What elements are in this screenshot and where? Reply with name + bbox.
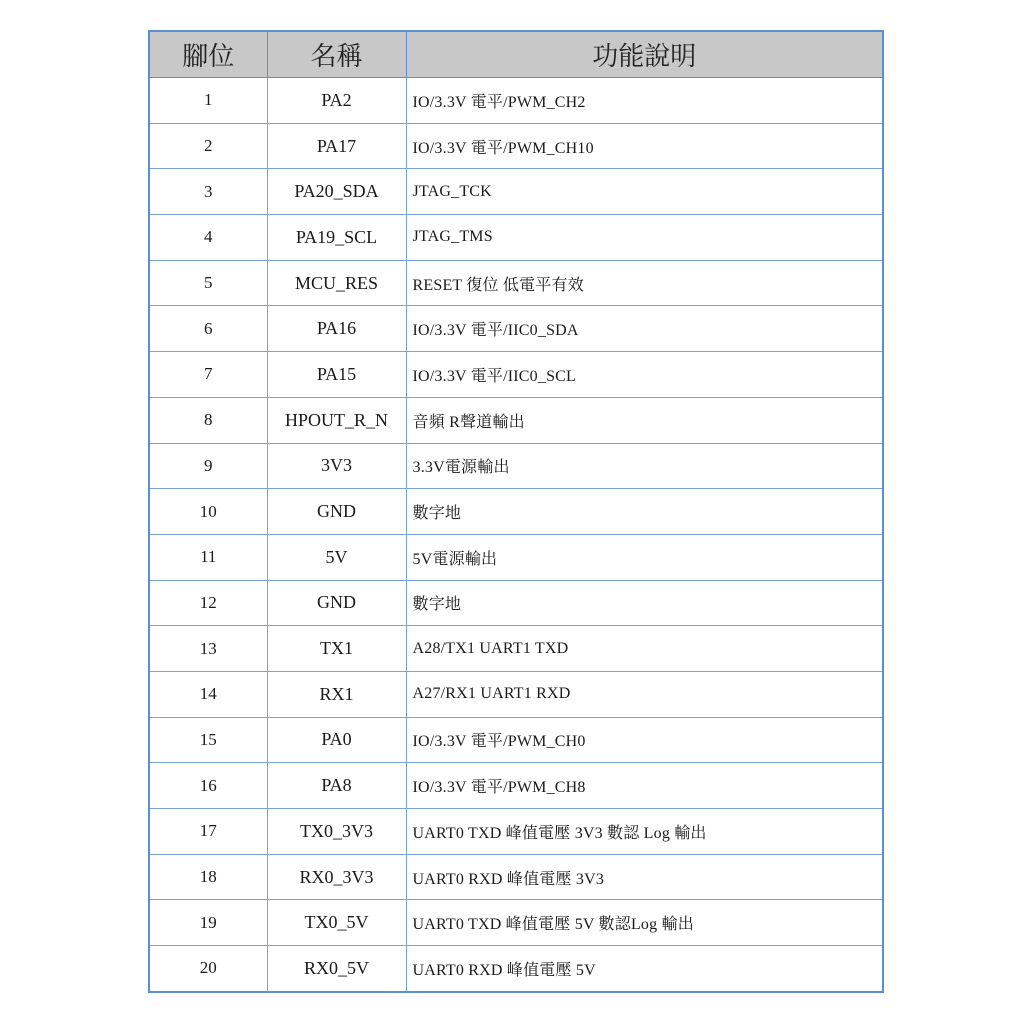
- pin-description: 數字地: [406, 489, 883, 535]
- pin-number: 14: [149, 671, 267, 717]
- pin-number: 18: [149, 854, 267, 900]
- pin-number: 9: [149, 443, 267, 489]
- pin-description: 3.3V電源輸出: [406, 443, 883, 489]
- pin-name: HPOUT_R_N: [267, 397, 406, 443]
- pin-description: UART0 TXD 峰值電壓 3V3 數認 Log 輸出: [406, 809, 883, 855]
- pin-name: GND: [267, 489, 406, 535]
- pin-description: IO/3.3V 電平/IIC0_SCL: [406, 352, 883, 398]
- pin-number: 19: [149, 900, 267, 946]
- pin-description: RESET 復位 低電平有效: [406, 260, 883, 306]
- pin-description: IO/3.3V 電平/PWM_CH8: [406, 763, 883, 809]
- pin-name: TX1: [267, 626, 406, 672]
- table-row: [149, 397, 883, 443]
- pin-description: A27/RX1 UART1 RXD: [406, 671, 883, 717]
- pin-name: PA0: [267, 717, 406, 763]
- pin-number: 8: [149, 397, 267, 443]
- pin-description: IO/3.3V 電平/IIC0_SDA: [406, 306, 883, 352]
- table-row: [149, 260, 883, 306]
- table-row: [149, 489, 883, 535]
- pin-name: TX0_5V: [267, 900, 406, 946]
- pin-name: PA17: [267, 123, 406, 169]
- pin-number: 6: [149, 306, 267, 352]
- pin-number: 3: [149, 169, 267, 215]
- pin-number: 7: [149, 352, 267, 398]
- pin-description: IO/3.3V 電平/PWM_CH2: [406, 78, 883, 124]
- pin-description: UART0 RXD 峰值電壓 5V: [406, 946, 883, 992]
- pin-description: 音頻 R聲道輸出: [406, 397, 883, 443]
- table-row: [149, 78, 883, 124]
- table-row: [149, 717, 883, 763]
- table-row: [149, 671, 883, 717]
- table-row: [149, 854, 883, 900]
- pin-name: RX0_3V3: [267, 854, 406, 900]
- pin-number: 17: [149, 809, 267, 855]
- pin-description: A28/TX1 UART1 TXD: [406, 626, 883, 672]
- table-row: [149, 534, 883, 580]
- table-row: [149, 169, 883, 215]
- pin-name: TX0_3V3: [267, 809, 406, 855]
- pin-description: UART0 TXD 峰值電壓 5V 數認Log 輸出: [406, 900, 883, 946]
- pin-name: 5V: [267, 534, 406, 580]
- pin-number: 11: [149, 534, 267, 580]
- pin-name: PA8: [267, 763, 406, 809]
- pin-name: PA19_SCL: [267, 215, 406, 261]
- pin-number: 10: [149, 489, 267, 535]
- pin-number: 13: [149, 626, 267, 672]
- table-row: [149, 306, 883, 352]
- table-row: [149, 763, 883, 809]
- pin-description: IO/3.3V 電平/PWM_CH10: [406, 123, 883, 169]
- pin-number: 5: [149, 260, 267, 306]
- table-row: [149, 900, 883, 946]
- pin-number: 1: [149, 78, 267, 124]
- pin-number: 15: [149, 717, 267, 763]
- pin-name: PA20_SDA: [267, 169, 406, 215]
- table-body: [149, 78, 883, 992]
- table-row: [149, 946, 883, 992]
- table-row: [149, 215, 883, 261]
- pin-description: IO/3.3V 電平/PWM_CH0: [406, 717, 883, 763]
- pin-definition-table: [148, 30, 884, 993]
- pin-name: RX0_5V: [267, 946, 406, 992]
- pin-name: GND: [267, 580, 406, 626]
- header-name: 名稱: [267, 31, 406, 78]
- table-row: [149, 626, 883, 672]
- pin-name: MCU_RES: [267, 260, 406, 306]
- pin-number: 12: [149, 580, 267, 626]
- table-row: [149, 809, 883, 855]
- table-row: [149, 443, 883, 489]
- table-header: [149, 31, 883, 78]
- table-row: [149, 352, 883, 398]
- pin-description: UART0 RXD 峰值電壓 3V3: [406, 854, 883, 900]
- pin-name: PA16: [267, 306, 406, 352]
- pin-description: 數字地: [406, 580, 883, 626]
- pin-description: JTAG_TCK: [406, 169, 883, 215]
- pin-number: 4: [149, 215, 267, 261]
- pin-name: RX1: [267, 671, 406, 717]
- pin-description: JTAG_TMS: [406, 215, 883, 261]
- header-row: [149, 31, 883, 78]
- pin-name: PA2: [267, 78, 406, 124]
- pin-number: 16: [149, 763, 267, 809]
- pin-number: 2: [149, 123, 267, 169]
- pin-number: 20: [149, 946, 267, 992]
- pin-name: 3V3: [267, 443, 406, 489]
- header-pin: 腳位: [149, 31, 267, 78]
- header-description: 功能說明: [406, 31, 883, 78]
- pin-description: 5V電源輸出: [406, 534, 883, 580]
- pin-name: PA15: [267, 352, 406, 398]
- table-row: [149, 580, 883, 626]
- table-row: [149, 123, 883, 169]
